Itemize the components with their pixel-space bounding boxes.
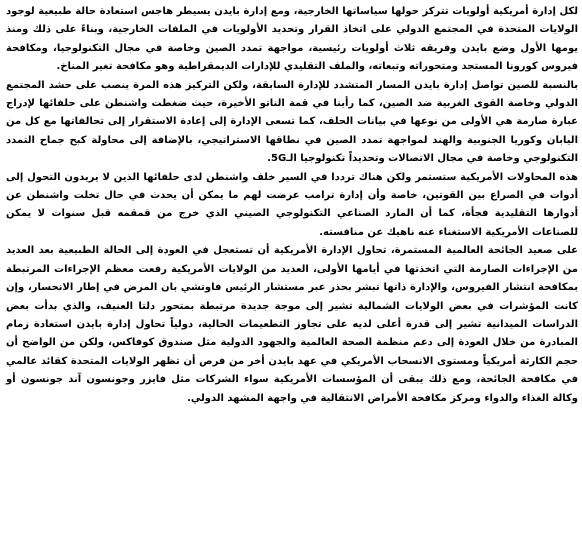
paragraph-china: بالنسبة للصين تواصل إدارة بايدن المسار المتشدد للإدارة السابقة، ولكن التركيز هذه المرة ينصب على حشد المجتمع الدولي وخاصة القوى الغربية ضد الصين، كما رأينا في قمة الناتو الأخيرة، حيث ضغطت واشنطن على حلفائها لإدراج عبارة صارمة هي الأولى من نوعها في بيانات الحلف، كما تسعى الإدارة إلى إعادة الاستقرار إلى تحالفاتها مع كل من اليابان وكوريا الجنوبية والهند لمواجهة تمدد الصين في نطاقها الاستراتيجي، بالإضافة إلى محاولة كبح جماح التمدد التكنولوجي وخاصة في مجال الاتصالات وتحديداً تكنولوجيا الـ5G. bbox=[6, 79, 578, 165]
paragraph-pandemic: على صعيد الجائحة العالمية المستمرة، تحاول الإدارة الأمريكية أن تستعجل في العودة إلى الحالة الطبيعية بعد العديد من الإجراءات الصارمة التي اتخذتها في أيامها الأولى، العديد من الولايات الأمريكية رفعت معظم الإجراءات المرتبطة بمكافحة انتشار الفيروس، والإدارة ذاتها تبشر بحذر عبر مستشار الرئيس فاوتشي بان المرض في إطار الانحسار، وإن كانت المؤشرات في بعض الولايات الشمالية تشير إلى موجة جديدة مرتبطة بمتحور دلتا العنيف، والذي بدأت بعض الدراسات الميدانية تشير إلى قدرة أعلى لديه على تجاوز التطعيمات الحالية، دولياً تحاول إدارة بايدن استعادة زمام المبادرة من خلال العودة إلى دعم منظمة الصحة العالمية والجهود الدولية مثل صندوق كوفاكس، ولكن من الواضح أن حجم الكارثة أمريكياً ومستوى الانسحاب الأمريكي في عهد بايدن أخر من فرص أن تظهر الولايات المتحدة كقائد عالمي في مكافحة الجائحة، ومع ذلك يبقى أن المؤسسات الأمريكية سواء الشركات مثل فايزر وجونسون آند جونسون أو وكالة الغذاء والدواء ومركز مكافحة الأمراض الانتقالية في واجهة المشهد الدولي. bbox=[6, 245, 578, 404]
paragraph-priorities: لكل إدارة أمريكية أولويات تتركز حولها سياساتها الخارجية، ومع إدارة بايدن يسيطر هاجس استعادة حالة طبيعية لوجود الولايات المتحدة في المجتمع الدولي على اتخاذ القرار وتحديد الأولويات في الملفات الخارجية، وبناءً على ذلك ومنذ يومها الأول وضع بايدن وفريقه ثلاث أولويات رئيسية، مواجهة تمدد الصين وخاصة في مجال التكنولوجيا، ومكافحة فيروس كورونا المستجد ومتحوراته وتبعاته، والملف التقليدي للإدارات الديمقراطية وهو مكافحة تغير المناخ. bbox=[6, 6, 578, 73]
paragraph-allies: هذه المحاولات الأمريكية ستستمر ولكن هناك ترددا في السير خلف واشنطن لدى حلفائها الذين لا يريدون التحول إلى أدوات في الصراع بين القوتين، خاصة وأن إدارة ترامب عرضت لهم ما يمكن أن يحدث في حال تخلت واشنطن عن أدوارها التقليدية فجأة، كما أن المارد الصناعي التكنولوجي الصيني الذي خرج من قمقمه قبل سنوات لا يمكن للصناعات الأمريكية الاستغناء عنه ناهيك عن منافسته. bbox=[6, 171, 578, 238]
